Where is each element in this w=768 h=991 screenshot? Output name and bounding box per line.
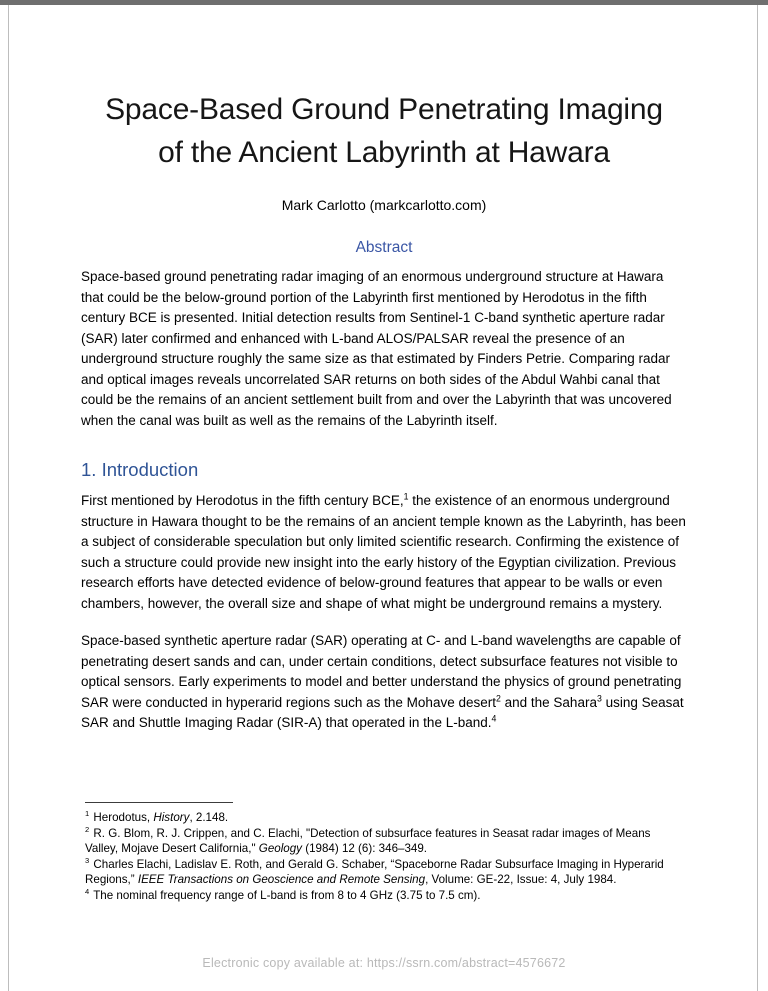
footnote-3-text: Charles Elachi, Ladislav E. Roth, and Gerald G. Schaber, “Spaceborne Radar Subsurface Imaging in Hyperarid Regions,” IEEE Transactions on Geoscience and Remote Sensing, Volume: GE-22, Issue: 4, July 1984. <box>85 857 664 887</box>
footnote-2 <box>85 826 685 857</box>
title-line-1: Space-Based Ground Penetrating Imaging <box>105 93 663 126</box>
footnote-4-marker: 4 <box>85 887 90 897</box>
introduction-paragraph-1: First mentioned by Herodotus in the fifth century BCE,$^1$ the existence of an enormous underground structure in Hawara thought to be the remains of an ancient temple known as the Labyrinth, has been a subject of considerable speculation but only limited scientific research. Confirming the existence of such a structure could provide new insight into the early history of the Egyptian civilization. Previous research efforts have detected evidence of below-ground features that appear to be walls or even chambers, however, the overall size and shape of what might be underground remains a mystery. <box>81 491 686 611</box>
footnote-1 <box>85 810 685 826</box>
footnote-4 <box>85 888 685 904</box>
footnote-2-marker: 2 <box>85 824 90 834</box>
introduction-paragraph-2: Space-based synthetic aperture radar (SAR) operating at C- and L-band wavelengths are capable of penetrating desert sands and can, under certain conditions, detect subsurface features not visible to optical sensors. Early experiments to model and better understand the physics of ground penetrating SAR were conducted in hyperarid regions such as the Mohave desert$^2$ and the Sahara$^3$ using Seasat SAR and Shuttle Imaging Radar (SIR-A) that operated in the L-band.$^4$ <box>81 633 684 730</box>
footnote-4-text: The nominal frequency range of L-band is from 8 to 4 GHz (3.75 to 7.5 cm). <box>90 888 481 902</box>
footnote-3 <box>85 857 685 888</box>
section-heading-introduction: 1. Introduction <box>81 459 199 480</box>
footnote-separator <box>85 802 233 803</box>
author-line: Mark Carlotto (markcarlotto.com) <box>281 197 487 213</box>
footnote-1-marker: 1 <box>85 809 90 819</box>
page-right-edge <box>757 5 758 991</box>
footnotes-section <box>85 802 685 904</box>
footnote-2-text: R. G. Blom, R. J. Crippen, and C. Elachi, "Detection of subsurface features in Seasat radar images of Means Valley, Mojave Desert California," Geology (1984) 12 (6): 346–349. <box>85 826 651 856</box>
footnote-1-text: Herodotus, History, 2.148. <box>90 811 229 824</box>
title-line-2: of the Ancient Labyrinth at Hawara <box>158 136 610 169</box>
ssrn-footer-stamp: Electronic copy available at: https://ssrn.com/abstract=4576672 <box>202 956 566 970</box>
paper-title <box>81 88 687 174</box>
page-left-edge <box>8 5 9 991</box>
footnote-3-marker: 3 <box>85 855 90 865</box>
abstract-text: Space-based ground penetrating radar imaging of an enormous underground structure at Hawara that could be the below-ground portion of the Labyrinth first mentioned by Herodotus in the fifth century BCE is presented. Initial detection results from Sentinel-1 C-band synthetic aperture radar (SAR) later confirmed and enhanced with L-band ALOS/PALSAR reveal the presence of an underground structure roughly the same size as that estimated by Finders Petrie. Comparing radar and optical images reveals uncorrelated SAR returns on both sides of the Abdul Wahbi canal that could be the remains of an ancient settlement built from and over the Labyrinth that was uncovered when the canal was built as well as the remains of the Labyrinth itself. <box>81 269 672 428</box>
abstract-heading: Abstract <box>355 239 413 256</box>
